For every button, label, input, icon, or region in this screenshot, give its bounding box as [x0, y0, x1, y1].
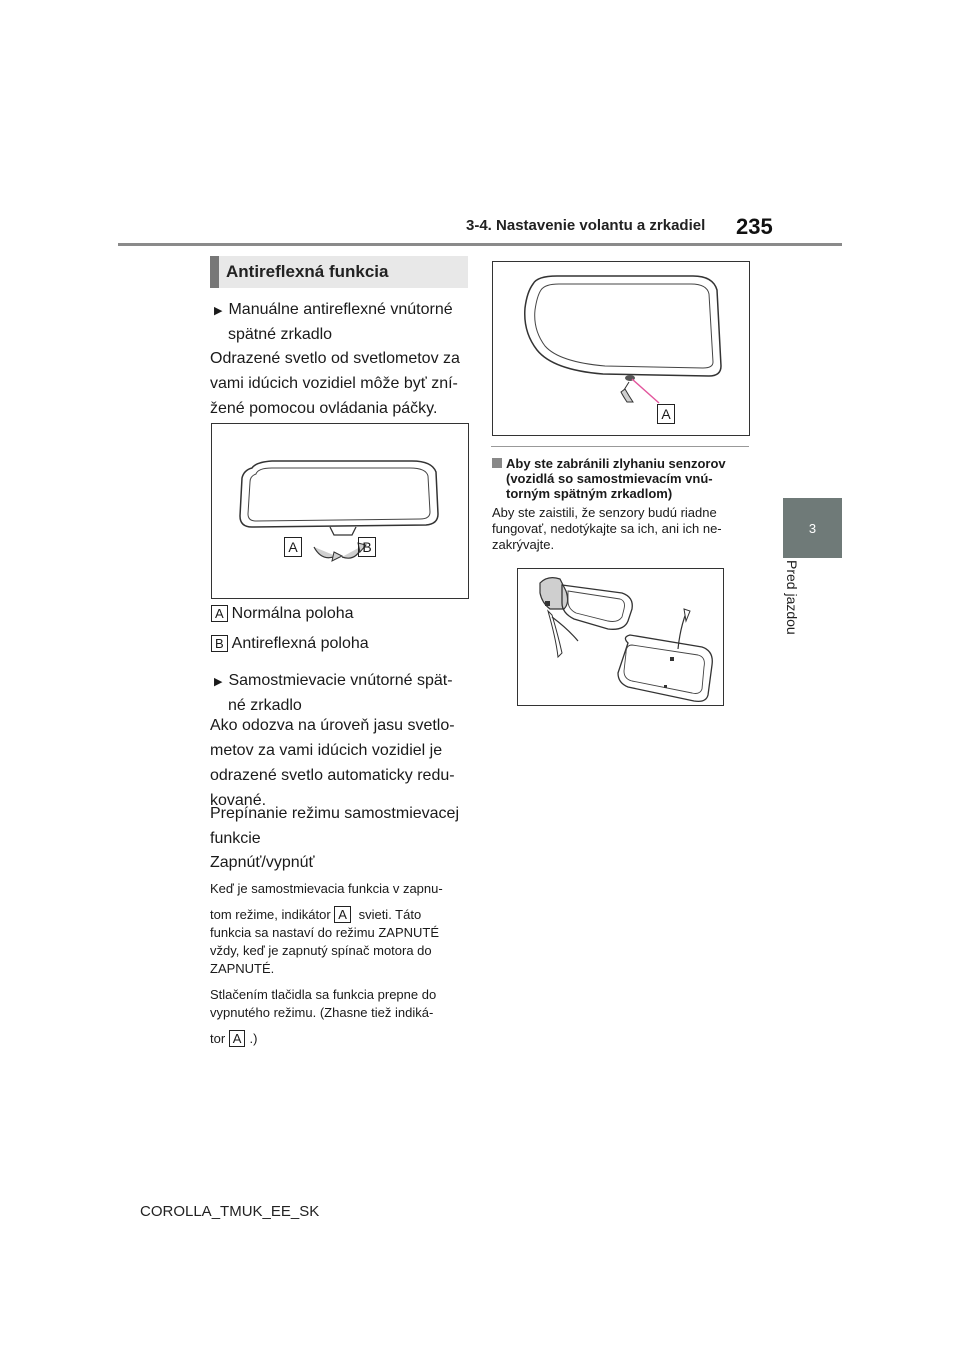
- text-line: Stlačením tlačidla sa funkcia prepne do: [210, 987, 437, 1002]
- chapter-title-side: [780, 560, 820, 670]
- text-line: fungovať, nedotýkajte sa ich, ani ich ne-: [492, 521, 722, 536]
- header-rule: [118, 243, 842, 246]
- subhead-text: torným spätným zrkadlom): [506, 486, 673, 501]
- text-line: vždy, keď je zapnutý spínač motora do: [210, 943, 432, 958]
- legend-text-a: Normálna poloha: [231, 605, 354, 622]
- triangle-bullet-icon: ▶: [214, 676, 223, 688]
- section-title-bar: [210, 256, 219, 288]
- text-line: tor: [210, 1031, 226, 1046]
- text-line: tom režime, indikátor: [210, 907, 331, 922]
- paragraph-4: Zapnúť/vypnúť: [210, 854, 315, 871]
- text-line: Aby ste zaistili, že senzory budú riadne: [492, 505, 717, 520]
- text-line: funkcia sa nastaví do režimu ZAPNUTÉ: [210, 925, 440, 940]
- bullet-text: Manuálne antireflexné vnútorné: [228, 301, 453, 318]
- figure-manual-mirror: [211, 423, 469, 599]
- legend-b: [211, 632, 369, 656]
- indicator-label-a: A: [229, 1030, 246, 1047]
- bullet-manual: [214, 298, 474, 347]
- figure-auto-mirror: [492, 261, 750, 436]
- small-note-1: [210, 880, 480, 978]
- paragraph-2: [210, 713, 480, 813]
- indicator-label-a: A: [334, 906, 351, 923]
- bullet-text: spätné zrkadlo: [228, 326, 333, 343]
- figure-sensors: [517, 568, 724, 706]
- text-line: Prepínanie režimu samostmievacej: [210, 805, 459, 822]
- square-bullet-icon: [492, 458, 502, 468]
- section-title: Antireflexná funkcia: [226, 262, 389, 281]
- legend-text-b: Antireflexná poloha: [231, 635, 369, 652]
- text-line: vypnutého režimu. (Zhasne tiež indiká-: [210, 1005, 434, 1020]
- subhead-text: (vozidlá so samostmievacím vnú-: [506, 471, 713, 486]
- bullet-text: Samostmievacie vnútorné spät-: [228, 672, 453, 689]
- sensor-paragraph: [492, 505, 754, 553]
- divider: [491, 446, 749, 447]
- legend-a: [211, 602, 354, 626]
- figure-label-a: A: [657, 404, 675, 424]
- subhead-text: Aby ste zabránili zlyhaniu senzorov: [506, 456, 726, 471]
- figure-label-b: B: [358, 537, 376, 557]
- text-line: svieti. Táto: [358, 907, 422, 922]
- chapter-title: Pred jazdou: [784, 560, 800, 635]
- text-line: kované.: [210, 792, 267, 809]
- bullet-auto: [214, 669, 474, 718]
- paragraph-1: [210, 346, 480, 421]
- text-line: Keď je samostmievacia funkcia v zapnu-: [210, 881, 443, 896]
- page-number: 235: [736, 214, 773, 239]
- text-line: funkcie: [210, 830, 261, 847]
- figure-label-a: A: [284, 537, 302, 557]
- text-line: žené pomocou ovládania páčky.: [210, 400, 438, 417]
- legend-label-b: B: [211, 635, 228, 652]
- bullet-text: né zrkadlo: [228, 697, 302, 714]
- auto-mirror-illustration: [493, 262, 749, 435]
- footer-code: COROLLA_TMUK_EE_SK: [140, 1203, 320, 1220]
- sensor-illustration: [518, 569, 723, 705]
- legend-label-a: A: [211, 605, 228, 622]
- text-line: odrazené svetlo automaticky redu-: [210, 767, 455, 784]
- text-line: metov za vami idúcich vozidiel je: [210, 742, 443, 759]
- chapter-tab: [783, 498, 842, 558]
- text-line: zakrývajte.: [492, 537, 555, 552]
- small-note-2: [210, 986, 480, 1048]
- chapter-number: 3: [808, 520, 817, 536]
- paragraph-3: [210, 801, 480, 851]
- text-line: .): [249, 1031, 258, 1046]
- section-header: 3-4. Nastavenie volantu a zrkadiel: [466, 217, 706, 234]
- text-line: vami idúcich vozidiel môže byť zní-: [210, 375, 458, 392]
- triangle-bullet-icon: ▶: [214, 305, 223, 317]
- text-line: ZAPNUTÉ.: [210, 961, 275, 976]
- text-line: Odrazené svetlo od svetlometov za: [210, 350, 460, 367]
- subheading: [492, 456, 754, 501]
- manual-mirror-illustration: [212, 424, 468, 598]
- text-line: Ako odozva na úroveň jasu svetlo-: [210, 717, 455, 734]
